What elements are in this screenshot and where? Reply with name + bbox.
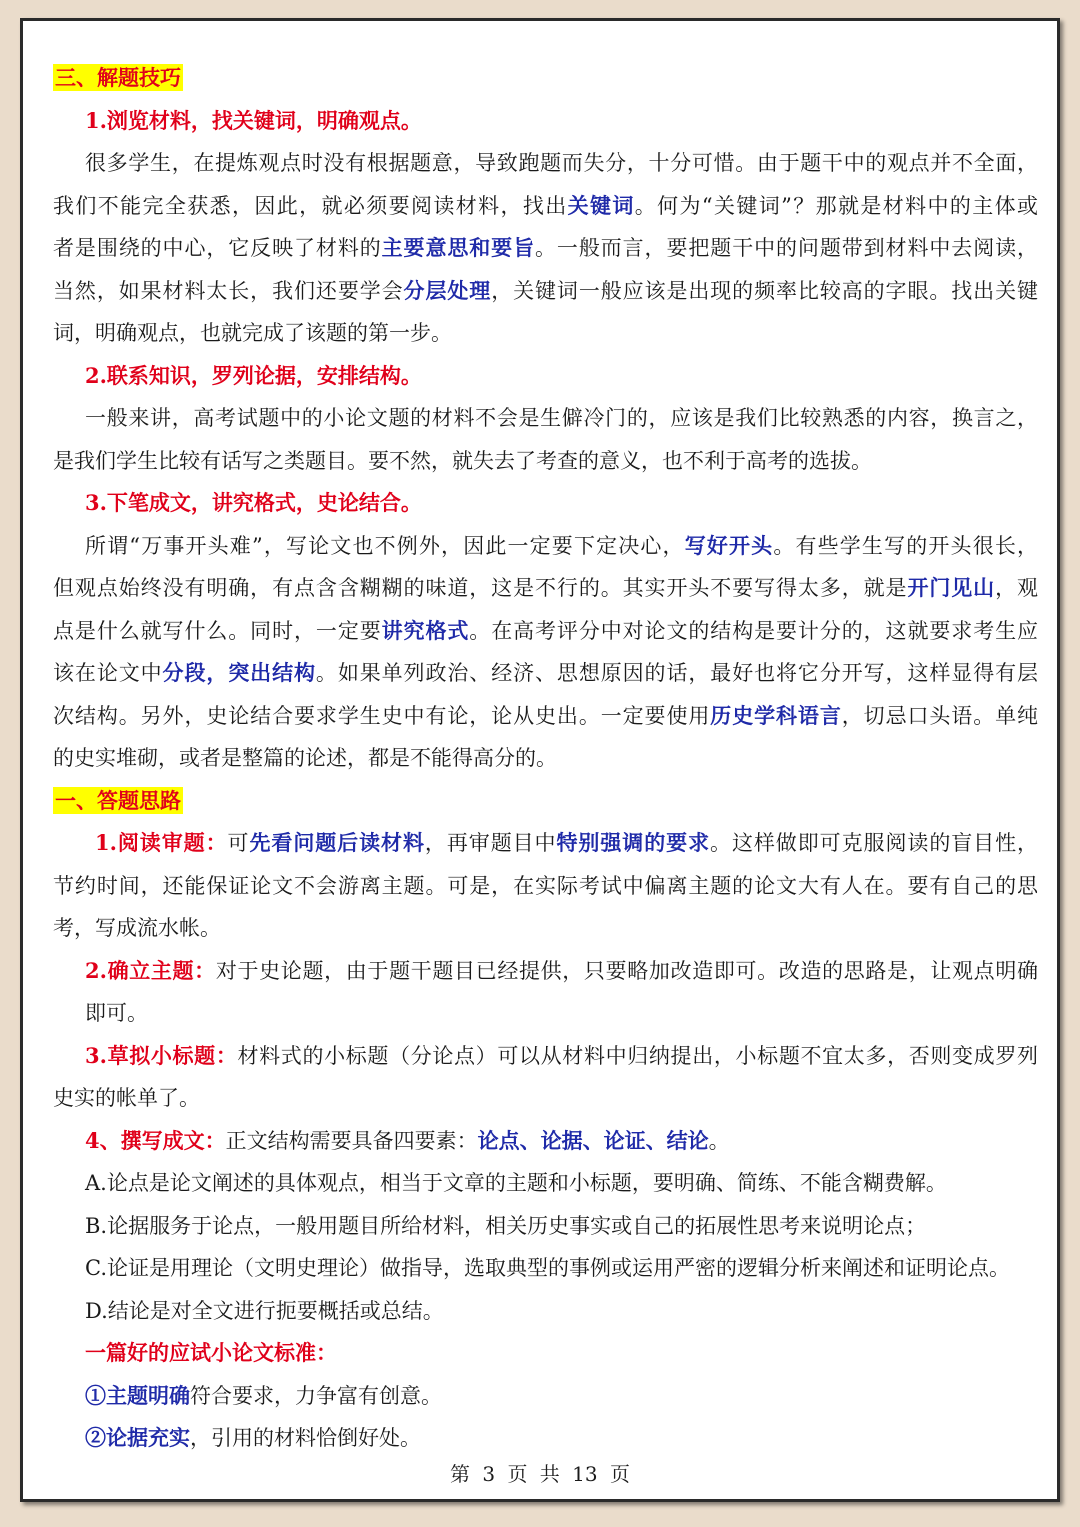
paragraph-line [53,312,1038,355]
text: 次结构。另外，史论结合要求学生史中有论，论从史出。一定要使用 [53,703,711,728]
text: 可 [227,831,250,855]
paragraph-line [53,652,1038,695]
text: C.论证是用理论（文明史理论）做指导，选取典型的事例或运用严密的逻辑分析来阐述和证明论点。 [85,1256,1010,1280]
text: 材料式的小标题（分论点）可以从材料中归纳提出，小标题不宜太多，否则变成罗列 [237,1043,1038,1068]
keyword: 关键词 [567,192,635,218]
text: 节约时间，还能保证论文不会游离主题。可是，在实际考试中偏离主题的论文大有人在。要有自己的思 [53,873,1038,898]
text: B.论据服务于论点，一般用题目所给材料，相关历史事实或自己的拓展性思考来说明论点； [85,1213,927,1238]
text: 正文结构需要具备四要素： [225,1128,478,1153]
paragraph-line [53,1035,1038,1078]
paragraph-line [53,1077,1038,1120]
item-title [53,100,1038,143]
text: 。这样做即可克服阅读的盲目性， [710,831,1038,855]
text: 即可。 [85,1001,148,1025]
standard-title [53,1332,1038,1375]
keyword: ①主题明确 [85,1382,190,1408]
paragraph-line [53,440,1038,483]
paragraph-line [53,1120,1038,1163]
text: ，关键词一般应该是出现的频率比较高的字眼。找出关键 [491,278,1038,303]
step-label: 2.确立主题： [85,957,216,983]
list-item [53,1247,1038,1290]
keyword: ②论据充实 [85,1425,190,1450]
text: 。如果单列政治、经济、思想原因的话，最好也将它分开写，这样显得有层 [315,661,1038,685]
text: 。一般而言，要把题干中的问题带到材料中去阅读， [535,236,1038,260]
text: 我们不能完全获悉，因此，就必须要阅读材料，找出 [53,193,568,218]
list-item [53,1162,1038,1205]
text: 的史实堆砌，或者是整篇的论述，都是不能得高分的。 [53,746,557,770]
text: 符合要求，力争富有创意。 [190,1383,442,1408]
text: 。 [708,1128,730,1153]
list-item [53,1417,1038,1460]
document-page [20,18,1060,1502]
keyword: 论点、论据、论证、结论 [477,1127,709,1153]
standard-title-text: 一篇好的应试小论文标准： [85,1340,337,1365]
section-heading [53,57,1038,100]
paragraph-line [53,865,1038,908]
text: 是我们学生比较有话写之类题目。要不然，就失去了考查的意义，也不利于高考的选拔。 [53,448,872,473]
item-title-text: 1.浏览材料，找关键词，明确观点。 [85,107,422,133]
item-title-text: 3.下笔成文，讲究格式，史论结合。 [85,490,422,515]
section-heading-text: 一、答题思路 [55,787,181,813]
text: 。有些学生写的开头很长， [773,533,1038,558]
text: A.论点是论文阐述的具体观点，相当于文章的主题和小标题，要明确、简练、不能含糊费解。 [85,1171,947,1195]
text: ，切忌口头语。单纯 [841,703,1038,728]
list-item [53,1205,1038,1248]
keyword: 特别强调的要求 [556,830,711,855]
step-label: 4、撰写成文： [85,1127,226,1153]
text: ，引用的材料恰倒好处。 [190,1426,421,1450]
keyword: 写好开头 [684,532,774,558]
text: 该在论文中 [53,661,163,685]
text: ，再审题目中 [424,831,557,855]
keyword: 主要意思和要旨 [381,235,536,260]
item-title-text: 2.联系知识，罗列论据，安排结构。 [85,362,422,388]
text: 者是围绕的中心，它反映了材料的 [53,236,382,260]
text: 。何为“关键词”？那就是材料中的主体或 [634,193,1038,218]
step-label: 1.阅读审题： [95,830,228,855]
paragraph-line [53,142,1038,185]
keyword: 开门见山 [907,575,996,600]
text: 对于史论题，由于题干题目已经提供，只要略加改造即可。改造的思路是，让观点明确 [215,958,1038,983]
text: 史实的帐单了。 [53,1086,200,1110]
text: D.结论是对全文进行扼要概括或总结。 [85,1298,444,1323]
list-item [53,1290,1038,1333]
section-heading [53,780,1038,823]
text: 当然，如果材料太长，我们还要学会 [53,278,404,303]
keyword: 分层处理 [403,277,492,303]
paragraph-line [53,822,1038,865]
paragraph-line [53,950,1038,993]
text: 词，明确观点，也就完成了该题的第一步。 [53,321,452,345]
text: 。在高考评分中对论文的结构是要计分的，这就要求考生应 [469,618,1038,643]
paragraph-line [53,992,1038,1035]
paragraph-line [53,695,1038,738]
text: 点是什么就写什么。同时，一定要 [53,618,382,643]
text: 一般来讲，高考试题中的小论文题的材料不会是生僻冷门的，应该是我们比较熟悉的内容，换言之， [85,406,1038,430]
list-item [53,1375,1038,1418]
step-label: 3.草拟小标题： [85,1042,238,1068]
text: 所谓“万事开头难”，写论文也不例外，因此一定要下定决心， [85,533,685,558]
keyword: 分段，突出结构 [162,660,316,685]
paragraph-line [53,610,1038,653]
text: 很多学生，在提炼观点时没有根据题意，导致跑题而失分，十分可惜。由于题干中的观点并不全面， [85,151,1038,175]
keyword: 先看问题后读材料 [249,830,425,855]
paragraph-line [53,270,1038,313]
page-content [53,57,1038,1460]
paragraph-line [53,397,1038,440]
paragraph-line [53,907,1038,950]
text: 但观点始终没有明确，有点含含糊糊的味道，这是不行的。其实开头不要写得太多，就是 [53,576,908,600]
keyword: 历史学科语言 [710,702,842,728]
paragraph-line [53,227,1038,270]
paragraph-line [53,567,1038,610]
item-title [53,355,1038,398]
text: ，观 [995,576,1038,600]
page-number: 第 3 页 共 13 页 [450,1462,630,1486]
item-title [53,482,1038,525]
keyword: 讲究格式 [381,617,470,643]
paragraph-line [53,525,1038,568]
paragraph-line [53,737,1038,780]
paragraph-line [53,185,1038,228]
section-heading-text: 三、解题技巧 [55,65,181,90]
text: 考，写成流水帐。 [53,916,221,940]
